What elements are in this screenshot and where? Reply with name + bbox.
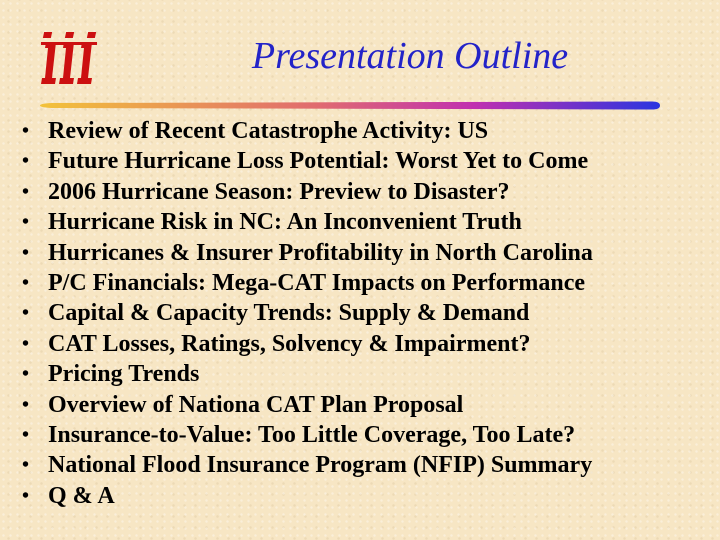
iii-logo-icon <box>40 28 106 88</box>
outline-item-text: Q & A <box>48 482 115 509</box>
bullet-dot: • <box>22 424 30 447</box>
outline-item-text: CAT Losses, Ratings, Solvency & Impairment? <box>48 330 531 357</box>
outline-item <box>20 177 700 207</box>
outline-item-text: Insurance-to-Value: Too Little Coverage, Too Late? <box>48 422 576 449</box>
slide-title: Presentation Outline <box>251 35 569 77</box>
bullet-dot: • <box>22 241 30 264</box>
bullet-dot: • <box>22 484 30 507</box>
outline-item <box>20 390 700 420</box>
title-divider <box>40 101 660 110</box>
bullet-dot: • <box>22 272 30 295</box>
outline-item <box>20 268 700 298</box>
outline-item-text: Hurricanes & Insurer Profitability in North Carolina <box>48 239 593 266</box>
bullet-dot: • <box>22 150 30 173</box>
bullet-dot: • <box>22 363 30 386</box>
bullet-dot: • <box>22 302 30 325</box>
outline-item <box>20 450 700 480</box>
outline-item <box>20 359 700 389</box>
outline-item-text: Hurricane Risk in NC: An Inconvenient Truth <box>48 209 522 236</box>
outline-item-text: Review of Recent Catastrophe Activity: US <box>48 118 489 144</box>
bullet-dot: • <box>22 120 30 142</box>
outline-item-text: Future Hurricane Loss Potential: Worst Yet to Come <box>48 148 589 175</box>
outline-item <box>20 116 700 146</box>
bullet-dot: • <box>22 393 30 416</box>
bullet-dot: • <box>22 332 30 355</box>
bullet-dot: • <box>22 454 30 477</box>
outline-item-text: National Flood Insurance Program (NFIP) Summary <box>48 452 593 479</box>
outline-item <box>20 238 700 268</box>
outline-item <box>20 146 700 176</box>
bullet-dot: • <box>22 180 30 203</box>
outline-item-text: Pricing Trends <box>48 361 200 388</box>
outline-item <box>20 329 700 359</box>
outline-item <box>20 298 700 328</box>
outline-item-text: 2006 Hurricane Season: Preview to Disaster? <box>48 178 510 205</box>
outline-item <box>20 207 700 237</box>
outline-item-text: P/C Financials: Mega-CAT Impacts on Performance <box>48 270 586 297</box>
outline-item-text: Capital & Capacity Trends: Supply & Demand <box>48 300 530 327</box>
outline-item-text: Overview of Nationa CAT Plan Proposal <box>48 391 464 418</box>
outline-item <box>20 420 700 450</box>
bullet-dot: • <box>22 211 30 234</box>
outline-list <box>20 116 700 511</box>
outline-item <box>20 481 700 511</box>
